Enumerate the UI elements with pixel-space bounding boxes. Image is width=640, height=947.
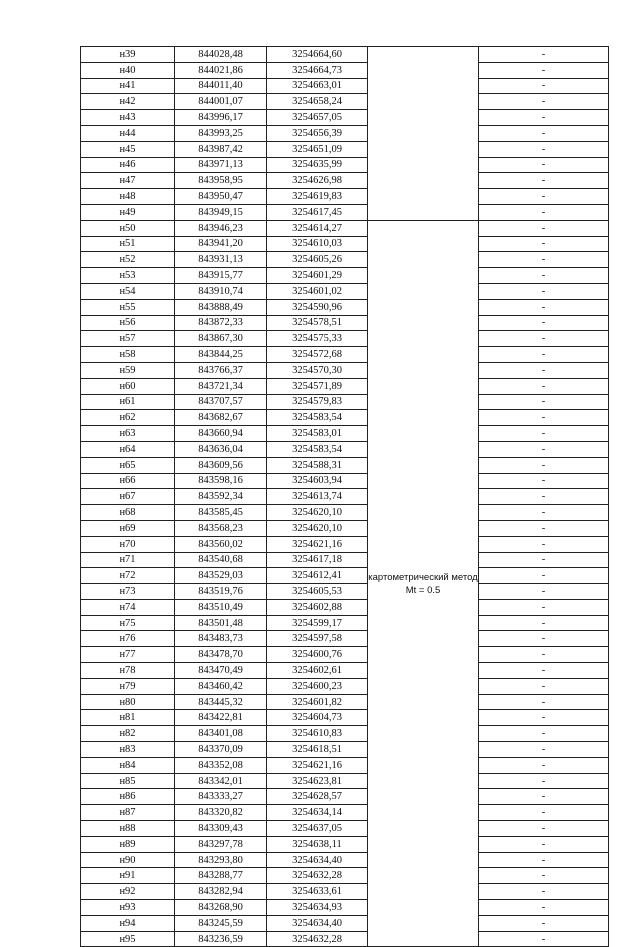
note-cell: - (479, 868, 609, 884)
x-coordinate-cell: 843297,78 (175, 836, 267, 852)
table-row (81, 915, 609, 931)
x-coordinate-cell: 843682,67 (175, 410, 267, 426)
table-row (81, 505, 609, 521)
note-cell: - (479, 821, 609, 837)
point-name-cell: н53 (81, 268, 175, 284)
point-name-cell: н75 (81, 615, 175, 631)
table-row (81, 157, 609, 173)
x-coordinate-cell: 843293,80 (175, 852, 267, 868)
point-name-cell: н81 (81, 710, 175, 726)
y-coordinate-cell: 3254602,61 (267, 663, 368, 679)
x-coordinate-cell: 843636,04 (175, 441, 267, 457)
y-coordinate-cell: 3254572,68 (267, 347, 368, 363)
point-name-cell: н44 (81, 125, 175, 141)
y-coordinate-cell: 3254620,10 (267, 505, 368, 521)
point-name-cell: н59 (81, 362, 175, 378)
note-cell: - (479, 457, 609, 473)
y-coordinate-cell: 3254651,09 (267, 141, 368, 157)
note-cell: - (479, 884, 609, 900)
x-coordinate-cell: 843470,49 (175, 663, 267, 679)
table-row (81, 252, 609, 268)
y-coordinate-cell: 3254664,73 (267, 62, 368, 78)
note-cell: - (479, 189, 609, 205)
table-row (81, 62, 609, 78)
x-coordinate-cell: 843941,20 (175, 236, 267, 252)
y-coordinate-cell: 3254601,82 (267, 694, 368, 710)
note-cell: - (479, 378, 609, 394)
note-cell: - (479, 204, 609, 220)
point-name-cell: н93 (81, 900, 175, 916)
table-row (81, 757, 609, 773)
point-name-cell: н51 (81, 236, 175, 252)
point-name-cell: н94 (81, 915, 175, 931)
y-coordinate-cell: 3254600,76 (267, 647, 368, 663)
note-cell: - (479, 789, 609, 805)
table-row (81, 125, 609, 141)
x-coordinate-cell: 843445,32 (175, 694, 267, 710)
x-coordinate-cell: 843910,74 (175, 283, 267, 299)
note-cell: - (479, 62, 609, 78)
y-coordinate-cell: 3254612,41 (267, 568, 368, 584)
y-coordinate-cell: 3254570,30 (267, 362, 368, 378)
x-coordinate-cell: 843460,42 (175, 678, 267, 694)
y-coordinate-cell: 3254637,05 (267, 821, 368, 837)
point-name-cell: н70 (81, 536, 175, 552)
x-coordinate-cell: 843529,03 (175, 568, 267, 584)
y-coordinate-cell: 3254632,28 (267, 868, 368, 884)
note-cell: - (479, 94, 609, 110)
note-cell: - (479, 931, 609, 947)
x-coordinate-cell: 843342,01 (175, 773, 267, 789)
note-cell: - (479, 615, 609, 631)
x-coordinate-cell: 843422,81 (175, 710, 267, 726)
point-name-cell: н89 (81, 836, 175, 852)
point-name-cell: н86 (81, 789, 175, 805)
point-name-cell: н49 (81, 204, 175, 220)
point-name-cell: н54 (81, 283, 175, 299)
note-cell: - (479, 631, 609, 647)
table-row (81, 410, 609, 426)
note-cell: - (479, 663, 609, 679)
note-cell: - (479, 473, 609, 489)
table-row (81, 710, 609, 726)
method-text: картометрический метод Mt = 0.5 (368, 571, 478, 596)
table-row (81, 473, 609, 489)
x-coordinate-cell: 843660,94 (175, 426, 267, 442)
table-row (81, 773, 609, 789)
x-coordinate-cell: 843949,15 (175, 204, 267, 220)
table-row (81, 663, 609, 679)
x-coordinate-cell: 843568,23 (175, 520, 267, 536)
note-cell: - (479, 157, 609, 173)
table-row (81, 931, 609, 947)
x-coordinate-cell: 843844,25 (175, 347, 267, 363)
note-cell: - (479, 125, 609, 141)
y-coordinate-cell: 3254663,01 (267, 78, 368, 94)
note-cell: - (479, 410, 609, 426)
point-name-cell: н61 (81, 394, 175, 410)
point-name-cell: н45 (81, 141, 175, 157)
table-row (81, 331, 609, 347)
x-coordinate-cell: 843245,59 (175, 915, 267, 931)
x-coordinate-cell: 843872,33 (175, 315, 267, 331)
table-row (81, 173, 609, 189)
coordinates-sheet (80, 46, 608, 945)
y-coordinate-cell: 3254600,23 (267, 678, 368, 694)
y-coordinate-cell: 3254664,60 (267, 47, 368, 63)
y-coordinate-cell: 3254579,83 (267, 394, 368, 410)
note-cell: - (479, 283, 609, 299)
table-row (81, 362, 609, 378)
x-coordinate-cell: 843888,49 (175, 299, 267, 315)
table-row (81, 631, 609, 647)
table-row (81, 426, 609, 442)
point-name-cell: н62 (81, 410, 175, 426)
note-cell: - (479, 173, 609, 189)
note-cell: - (479, 505, 609, 521)
x-coordinate-cell: 843993,25 (175, 125, 267, 141)
note-cell: - (479, 236, 609, 252)
point-name-cell: н39 (81, 47, 175, 63)
point-name-cell: н87 (81, 805, 175, 821)
note-cell: - (479, 252, 609, 268)
x-coordinate-cell: 843971,13 (175, 157, 267, 173)
table-row (81, 94, 609, 110)
table-row (81, 457, 609, 473)
y-coordinate-cell: 3254617,18 (267, 552, 368, 568)
note-cell: - (479, 141, 609, 157)
y-coordinate-cell: 3254617,45 (267, 204, 368, 220)
table-row (81, 568, 609, 584)
x-coordinate-cell: 843370,09 (175, 742, 267, 758)
point-name-cell: н68 (81, 505, 175, 521)
point-name-cell: н50 (81, 220, 175, 236)
point-name-cell: н60 (81, 378, 175, 394)
x-coordinate-cell: 843333,27 (175, 789, 267, 805)
note-cell: - (479, 678, 609, 694)
x-coordinate-cell: 843721,34 (175, 378, 267, 394)
table-row (81, 584, 609, 600)
note-cell: - (479, 220, 609, 236)
note-cell: - (479, 852, 609, 868)
table-row (81, 599, 609, 615)
table-row (81, 299, 609, 315)
point-name-cell: н71 (81, 552, 175, 568)
table-row (81, 378, 609, 394)
y-coordinate-cell: 3254657,05 (267, 110, 368, 126)
y-coordinate-cell: 3254634,40 (267, 852, 368, 868)
point-name-cell: н43 (81, 110, 175, 126)
point-name-cell: н76 (81, 631, 175, 647)
y-coordinate-cell: 3254621,16 (267, 536, 368, 552)
table-row (81, 47, 609, 63)
y-coordinate-cell: 3254575,33 (267, 331, 368, 347)
point-name-cell: н84 (81, 757, 175, 773)
note-cell: - (479, 299, 609, 315)
table-row (81, 742, 609, 758)
coordinates-table (80, 46, 609, 947)
table-row (81, 283, 609, 299)
table-row (81, 520, 609, 536)
x-coordinate-cell: 843950,47 (175, 189, 267, 205)
table-row (81, 536, 609, 552)
y-coordinate-cell: 3254604,73 (267, 710, 368, 726)
note-cell: - (479, 426, 609, 442)
x-coordinate-cell: 843915,77 (175, 268, 267, 284)
y-coordinate-cell: 3254603,94 (267, 473, 368, 489)
y-coordinate-cell: 3254656,39 (267, 125, 368, 141)
x-coordinate-cell: 843288,77 (175, 868, 267, 884)
point-name-cell: н90 (81, 852, 175, 868)
y-coordinate-cell: 3254599,17 (267, 615, 368, 631)
point-name-cell: н65 (81, 457, 175, 473)
point-name-cell: н64 (81, 441, 175, 457)
y-coordinate-cell: 3254605,26 (267, 252, 368, 268)
y-coordinate-cell: 3254613,74 (267, 489, 368, 505)
note-cell: - (479, 110, 609, 126)
x-coordinate-cell: 843510,49 (175, 599, 267, 615)
point-name-cell: н82 (81, 726, 175, 742)
table-row (81, 900, 609, 916)
note-cell: - (479, 441, 609, 457)
y-coordinate-cell: 3254626,98 (267, 173, 368, 189)
point-name-cell: н46 (81, 157, 175, 173)
note-cell: - (479, 362, 609, 378)
y-coordinate-cell: 3254634,14 (267, 805, 368, 821)
table-row (81, 868, 609, 884)
table-row (81, 678, 609, 694)
y-coordinate-cell: 3254658,24 (267, 94, 368, 110)
note-cell: - (479, 647, 609, 663)
point-name-cell: н55 (81, 299, 175, 315)
point-name-cell: н66 (81, 473, 175, 489)
x-coordinate-cell: 843609,56 (175, 457, 267, 473)
point-name-cell: н78 (81, 663, 175, 679)
table-row (81, 189, 609, 205)
point-name-cell: н83 (81, 742, 175, 758)
x-coordinate-cell: 843987,42 (175, 141, 267, 157)
x-coordinate-cell: 843478,70 (175, 647, 267, 663)
x-coordinate-cell: 844021,86 (175, 62, 267, 78)
note-cell: - (479, 394, 609, 410)
table-row (81, 489, 609, 505)
y-coordinate-cell: 3254601,02 (267, 283, 368, 299)
point-name-cell: н95 (81, 931, 175, 947)
table-row (81, 647, 609, 663)
table-row (81, 789, 609, 805)
point-name-cell: н80 (81, 694, 175, 710)
x-coordinate-cell: 843996,17 (175, 110, 267, 126)
method-cell-group-2 (368, 220, 479, 947)
note-cell: - (479, 315, 609, 331)
note-cell: - (479, 836, 609, 852)
table-row (81, 852, 609, 868)
note-cell: - (479, 900, 609, 916)
note-cell: - (479, 78, 609, 94)
point-name-cell: н58 (81, 347, 175, 363)
x-coordinate-cell: 843931,13 (175, 252, 267, 268)
y-coordinate-cell: 3254588,31 (267, 457, 368, 473)
x-coordinate-cell: 843483,73 (175, 631, 267, 647)
note-cell: - (479, 805, 609, 821)
note-cell: - (479, 726, 609, 742)
point-name-cell: н88 (81, 821, 175, 837)
y-coordinate-cell: 3254578,51 (267, 315, 368, 331)
table-row (81, 726, 609, 742)
y-coordinate-cell: 3254632,28 (267, 931, 368, 947)
table-row (81, 821, 609, 837)
table-row (81, 394, 609, 410)
x-coordinate-cell: 843352,08 (175, 757, 267, 773)
y-coordinate-cell: 3254571,89 (267, 378, 368, 394)
y-coordinate-cell: 3254635,99 (267, 157, 368, 173)
y-coordinate-cell: 3254590,96 (267, 299, 368, 315)
y-coordinate-cell: 3254583,54 (267, 410, 368, 426)
x-coordinate-cell: 843946,23 (175, 220, 267, 236)
note-cell: - (479, 694, 609, 710)
table-row (81, 347, 609, 363)
note-cell: - (479, 710, 609, 726)
note-cell: - (479, 536, 609, 552)
x-coordinate-cell: 843309,43 (175, 821, 267, 837)
table-row (81, 220, 609, 236)
y-coordinate-cell: 3254634,40 (267, 915, 368, 931)
table-row (81, 268, 609, 284)
y-coordinate-cell: 3254638,11 (267, 836, 368, 852)
y-coordinate-cell: 3254610,83 (267, 726, 368, 742)
note-cell: - (479, 520, 609, 536)
table-row (81, 78, 609, 94)
x-coordinate-cell: 843320,82 (175, 805, 267, 821)
x-coordinate-cell: 843598,16 (175, 473, 267, 489)
y-coordinate-cell: 3254628,57 (267, 789, 368, 805)
y-coordinate-cell: 3254602,88 (267, 599, 368, 615)
note-cell: - (479, 584, 609, 600)
x-coordinate-cell: 843958,95 (175, 173, 267, 189)
point-name-cell: н72 (81, 568, 175, 584)
point-name-cell: н42 (81, 94, 175, 110)
note-cell: - (479, 489, 609, 505)
x-coordinate-cell: 843501,48 (175, 615, 267, 631)
table-row (81, 110, 609, 126)
note-cell: - (479, 268, 609, 284)
x-coordinate-cell: 843282,94 (175, 884, 267, 900)
y-coordinate-cell: 3254623,81 (267, 773, 368, 789)
method-cell-group-1 (368, 47, 479, 221)
table-row (81, 694, 609, 710)
point-name-cell: н69 (81, 520, 175, 536)
x-coordinate-cell: 844011,40 (175, 78, 267, 94)
note-cell: - (479, 552, 609, 568)
note-cell: - (479, 773, 609, 789)
table-row (81, 884, 609, 900)
x-coordinate-cell: 843867,30 (175, 331, 267, 347)
note-cell: - (479, 568, 609, 584)
x-coordinate-cell: 843540,68 (175, 552, 267, 568)
point-name-cell: н77 (81, 647, 175, 663)
y-coordinate-cell: 3254583,54 (267, 441, 368, 457)
x-coordinate-cell: 843560,02 (175, 536, 267, 552)
y-coordinate-cell: 3254620,10 (267, 520, 368, 536)
point-name-cell: н57 (81, 331, 175, 347)
y-coordinate-cell: 3254618,51 (267, 742, 368, 758)
x-coordinate-cell: 843707,57 (175, 394, 267, 410)
point-name-cell: н47 (81, 173, 175, 189)
x-coordinate-cell: 843401,08 (175, 726, 267, 742)
table-row (81, 441, 609, 457)
y-coordinate-cell: 3254619,83 (267, 189, 368, 205)
point-name-cell: н91 (81, 868, 175, 884)
y-coordinate-cell: 3254633,61 (267, 884, 368, 900)
table-row (81, 141, 609, 157)
note-cell: - (479, 331, 609, 347)
y-coordinate-cell: 3254605,53 (267, 584, 368, 600)
point-name-cell: н67 (81, 489, 175, 505)
x-coordinate-cell: 844001,07 (175, 94, 267, 110)
y-coordinate-cell: 3254597,58 (267, 631, 368, 647)
table-row (81, 204, 609, 220)
point-name-cell: н48 (81, 189, 175, 205)
y-coordinate-cell: 3254614,27 (267, 220, 368, 236)
point-name-cell: н40 (81, 62, 175, 78)
point-name-cell: н85 (81, 773, 175, 789)
x-coordinate-cell: 843585,45 (175, 505, 267, 521)
point-name-cell: н92 (81, 884, 175, 900)
point-name-cell: н52 (81, 252, 175, 268)
note-cell: - (479, 47, 609, 63)
x-coordinate-cell: 843519,76 (175, 584, 267, 600)
x-coordinate-cell: 843236,59 (175, 931, 267, 947)
note-cell: - (479, 915, 609, 931)
point-name-cell: н74 (81, 599, 175, 615)
note-cell: - (479, 742, 609, 758)
note-cell: - (479, 757, 609, 773)
y-coordinate-cell: 3254634,93 (267, 900, 368, 916)
note-cell: - (479, 347, 609, 363)
coordinates-table-body (81, 47, 609, 947)
y-coordinate-cell: 3254601,29 (267, 268, 368, 284)
point-name-cell: н73 (81, 584, 175, 600)
x-coordinate-cell: 843766,37 (175, 362, 267, 378)
point-name-cell: н41 (81, 78, 175, 94)
table-row (81, 315, 609, 331)
table-row (81, 805, 609, 821)
x-coordinate-cell: 843268,90 (175, 900, 267, 916)
y-coordinate-cell: 3254610,03 (267, 236, 368, 252)
table-row (81, 236, 609, 252)
table-row (81, 836, 609, 852)
y-coordinate-cell: 3254621,16 (267, 757, 368, 773)
point-name-cell: н63 (81, 426, 175, 442)
y-coordinate-cell: 3254583,01 (267, 426, 368, 442)
point-name-cell: н79 (81, 678, 175, 694)
table-row (81, 615, 609, 631)
note-cell: - (479, 599, 609, 615)
x-coordinate-cell: 844028,48 (175, 47, 267, 63)
table-row (81, 552, 609, 568)
point-name-cell: н56 (81, 315, 175, 331)
x-coordinate-cell: 843592,34 (175, 489, 267, 505)
